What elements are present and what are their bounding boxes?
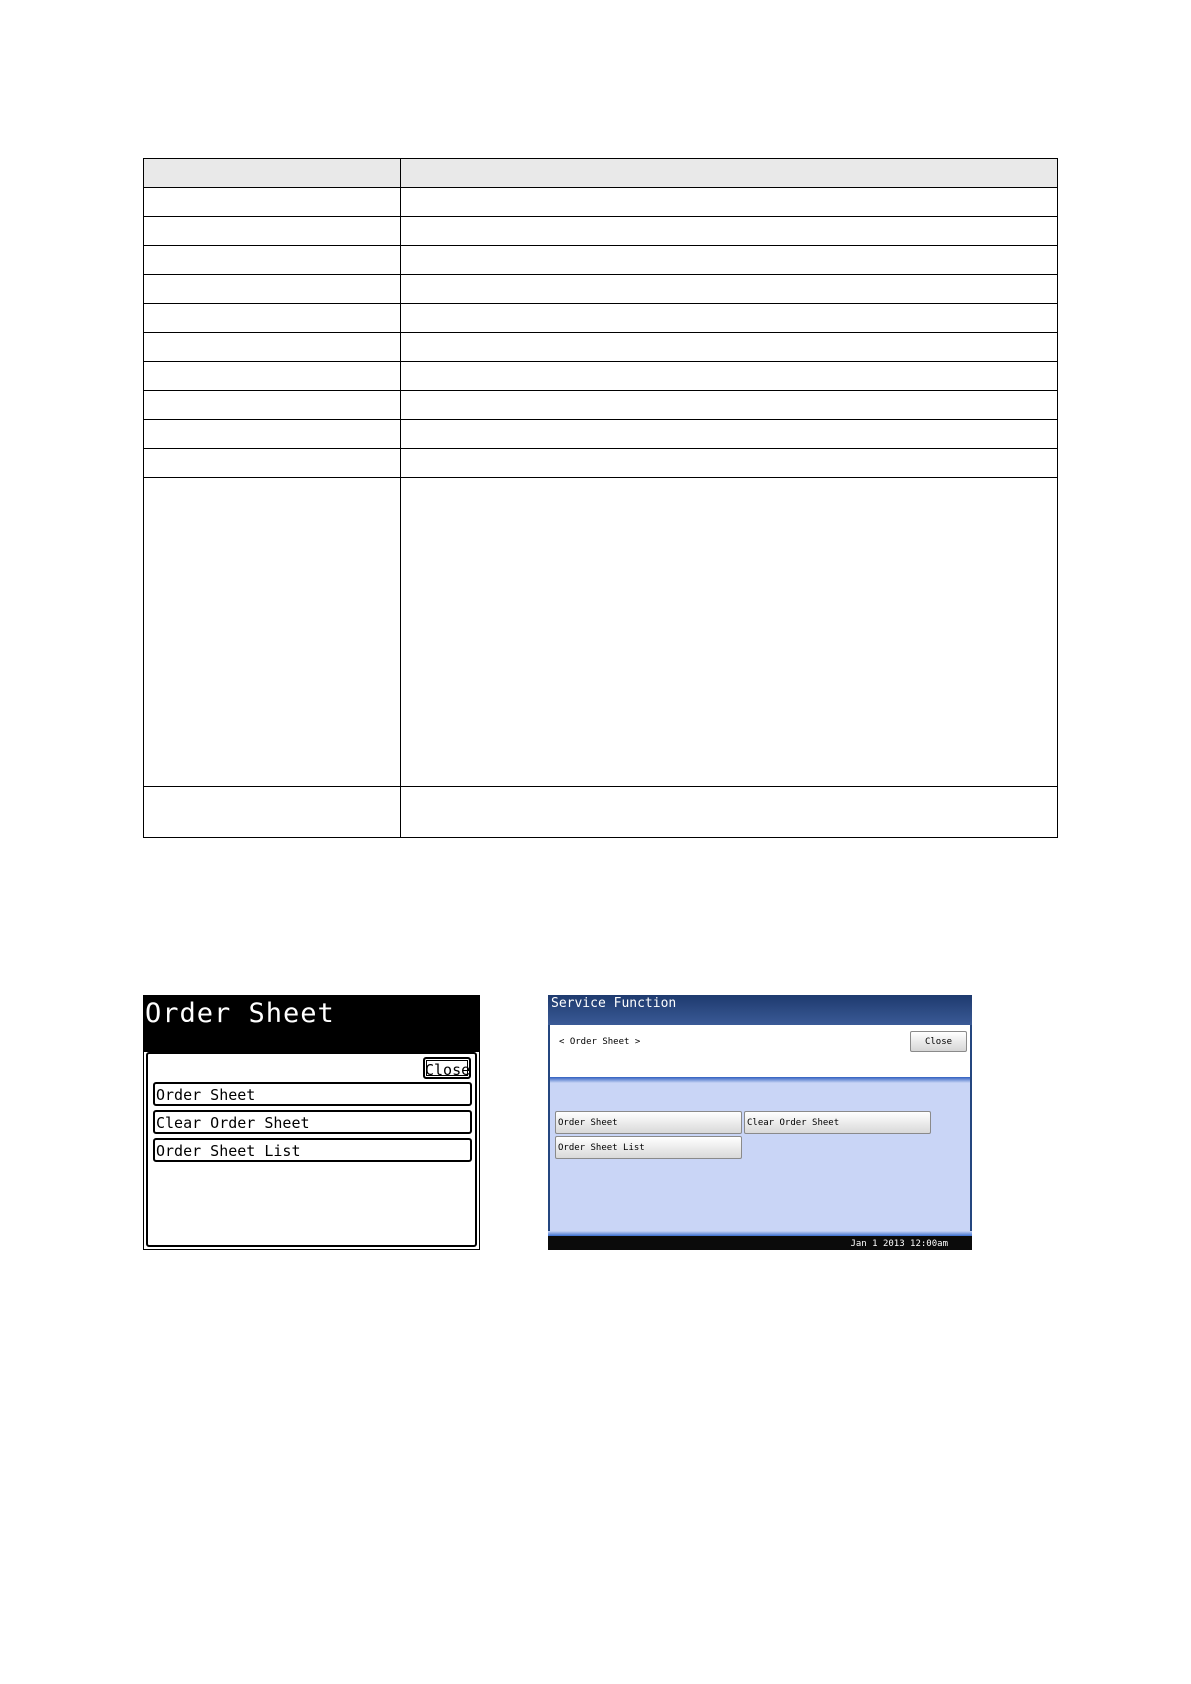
table-row (144, 275, 1058, 304)
status-bar (548, 1236, 972, 1250)
status-datetime: Jan 1 2013 12:00am (850, 1239, 948, 1249)
table-row (144, 787, 1058, 838)
service-titlebar (548, 995, 972, 1025)
table-cell (401, 275, 1058, 304)
table-cell (144, 391, 401, 420)
order-sheet-list-button[interactable]: Order Sheet List (555, 1136, 742, 1159)
order-sheet-button[interactable]: Order Sheet (555, 1111, 742, 1134)
lcd-header (144, 996, 479, 1052)
frame-right (970, 1025, 972, 1250)
table-cell (144, 362, 401, 391)
table-cell (401, 333, 1058, 362)
table-cell (401, 217, 1058, 246)
lcd-menu-body (146, 1052, 477, 1247)
table-cell (401, 246, 1058, 275)
lcd-menu-item-clear-order-sheet[interactable]: Clear Order Sheet (153, 1110, 472, 1134)
empty-grid-table (143, 158, 1058, 838)
table-cell (144, 449, 401, 478)
clear-order-sheet-button[interactable]: Clear Order Sheet (744, 1111, 931, 1134)
lcd-menu-item-order-sheet[interactable]: Order Sheet (153, 1082, 472, 1106)
table-cell (144, 188, 401, 217)
table-cell (401, 188, 1058, 217)
table-header-row (144, 159, 1058, 188)
table-row (144, 362, 1058, 391)
table-cell (144, 246, 401, 275)
table-row (144, 333, 1058, 362)
table-row (144, 478, 1058, 787)
service-title: Service Function (551, 996, 677, 1011)
table-cell (144, 478, 401, 787)
table-cell (144, 787, 401, 838)
table-header-cell (401, 159, 1058, 188)
table-cell (144, 217, 401, 246)
lcd-menu-item-order-sheet-list[interactable]: Order Sheet List (153, 1138, 472, 1162)
frame-left (548, 1025, 550, 1250)
breadcrumb: < Order Sheet > (559, 1037, 641, 1047)
table-cell (401, 391, 1058, 420)
lcd-close-button[interactable]: Close (423, 1057, 471, 1079)
table-cell (144, 275, 401, 304)
lcd-title: Order Sheet (145, 998, 335, 1029)
lcd-order-sheet-screen (143, 995, 480, 1250)
table-row (144, 420, 1058, 449)
table-row (144, 217, 1058, 246)
table-header-cell (144, 159, 401, 188)
table-cell (401, 362, 1058, 391)
table-cell (401, 420, 1058, 449)
table-cell (401, 449, 1058, 478)
service-close-button[interactable]: Close (910, 1031, 967, 1052)
table-cell (144, 420, 401, 449)
service-function-screen (548, 995, 972, 1250)
table-cell (401, 478, 1058, 787)
service-header-area (550, 1025, 970, 1077)
table-row (144, 188, 1058, 217)
table-row (144, 304, 1058, 333)
table-row (144, 391, 1058, 420)
table-row (144, 449, 1058, 478)
table-cell (401, 787, 1058, 838)
table-cell (144, 333, 401, 362)
header-divider (548, 1077, 972, 1083)
table-cell (401, 304, 1058, 333)
table-row (144, 246, 1058, 275)
table-cell (144, 304, 401, 333)
